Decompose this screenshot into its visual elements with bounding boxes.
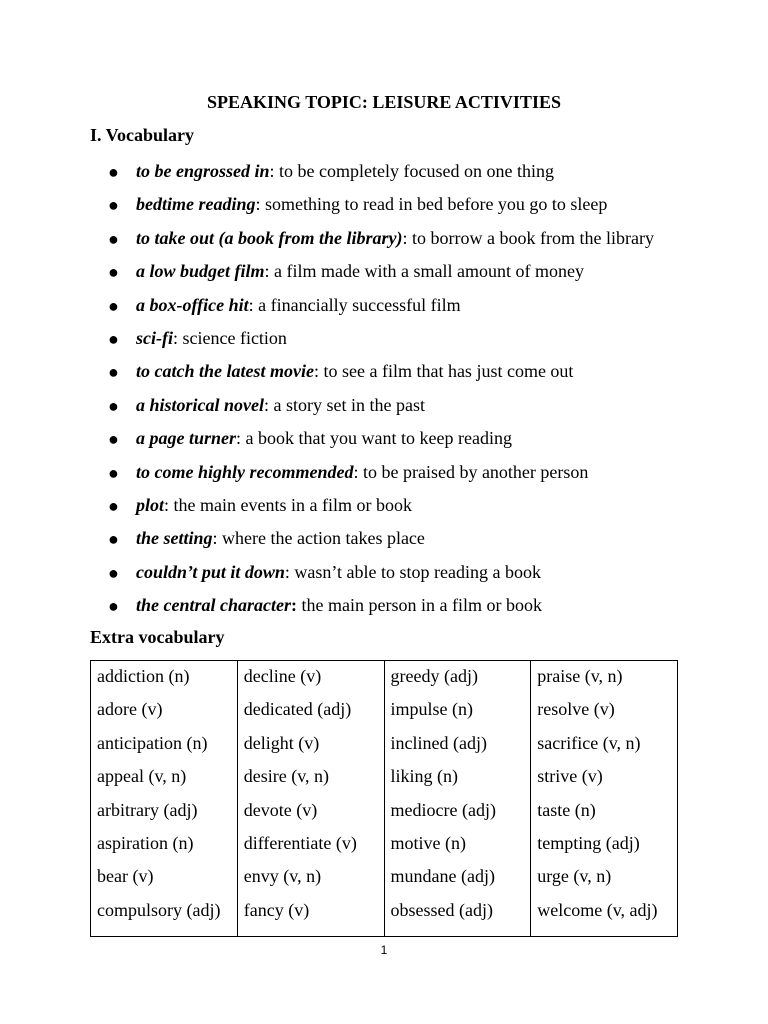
extra-vocabulary-table <box>90 660 678 937</box>
vocabulary-definition: : science fiction <box>172 327 287 348</box>
vocabulary-item <box>108 325 654 358</box>
vocabulary-item <box>108 492 654 525</box>
vocabulary-item <box>108 559 654 592</box>
section-heading-vocabulary: I. Vocabulary <box>90 125 195 145</box>
vocabulary-definition: : the main events in a film or book <box>164 494 412 515</box>
vocabulary-term: to take out (a book from the library) <box>136 227 403 248</box>
vocabulary-item <box>108 425 654 458</box>
vocabulary-definition: : to be completely focused on one thing <box>269 161 554 181</box>
vocabulary-definition: : wasn’t able to stop reading a book <box>284 561 541 582</box>
vocabulary-term: plot <box>136 494 165 515</box>
vocabulary-list <box>108 158 654 625</box>
vocabulary-term: to be engrossed in <box>136 161 270 181</box>
vocabulary-definition: : where the action takes place <box>212 528 425 549</box>
page-number: 1 <box>380 943 388 957</box>
table-cell: obsessed (adj) <box>390 899 493 920</box>
vocabulary-term: a historical novel <box>136 394 265 415</box>
vocabulary-term: a page turner <box>136 428 237 449</box>
vocabulary-definition: : to borrow a book from the library <box>402 227 654 248</box>
table-cell: inclined (adj) <box>390 732 487 753</box>
table-cell: fancy (v) <box>243 899 310 920</box>
table-cell: praise (v, n) <box>537 666 623 686</box>
table-cell: appeal (v, n) <box>97 766 187 787</box>
table-column-2 <box>237 661 384 937</box>
vocabulary-item <box>108 525 654 558</box>
table-cell: adore (v) <box>97 699 163 720</box>
vocabulary-term: a low budget film <box>136 261 265 282</box>
table-cell: delight (v) <box>243 732 320 753</box>
bullet-icon: ● <box>108 529 119 550</box>
table-cell: impulse (n) <box>390 699 473 720</box>
vocabulary-item <box>108 158 654 191</box>
table-cell: welcome (v, adj) <box>537 899 658 920</box>
vocabulary-item <box>108 592 654 625</box>
vocabulary-item <box>108 258 654 291</box>
bullet-icon: ● <box>108 429 119 450</box>
table-cell: liking (n) <box>390 766 458 787</box>
vocabulary-term: bedtime reading <box>136 194 256 215</box>
table-cell: bear (v) <box>97 866 154 887</box>
section-heading-extra-vocabulary: Extra vocabulary <box>90 627 225 647</box>
table-cell: resolve (v) <box>537 699 615 720</box>
bullet-icon: ● <box>108 195 119 216</box>
table-column-4 <box>531 661 678 937</box>
vocabulary-item <box>108 191 654 224</box>
table-column-3 <box>384 661 531 937</box>
vocabulary-definition: : a film made with a small amount of money <box>264 261 584 282</box>
bullet-icon: ● <box>108 462 119 483</box>
vocabulary-item <box>108 358 654 391</box>
bullet-icon: ● <box>108 495 119 516</box>
vocabulary-term: couldn’t put it down <box>136 561 285 582</box>
vocabulary-definition: the main person in a film or book <box>297 595 542 616</box>
table-cell: strive (v) <box>537 766 603 787</box>
bullet-icon: ● <box>108 362 119 383</box>
vocabulary-definition: : a financially successful film <box>248 294 461 315</box>
table-cell: dedicated (adj) <box>243 699 352 720</box>
vocabulary-term: to catch the latest movie <box>136 361 314 382</box>
table-cell: decline (v) <box>243 666 322 686</box>
table-cell: differentiate (v) <box>243 832 357 853</box>
table-cell: anticipation (n) <box>97 732 208 753</box>
table-cell: compulsory (adj) <box>97 899 221 920</box>
vocabulary-definition: : something to read in bed before you go to sleep <box>255 194 608 215</box>
table-cell: aspiration (n) <box>97 832 194 853</box>
table-column-1 <box>91 661 238 937</box>
bullet-icon: ● <box>108 162 119 182</box>
vocabulary-definition: : to be praised by another person <box>353 461 589 482</box>
table-cell: mediocre (adj) <box>390 799 496 820</box>
bullet-icon: ● <box>108 295 119 316</box>
vocabulary-item <box>108 459 654 492</box>
bullet-icon: ● <box>108 596 119 617</box>
table-cell: tempting (adj) <box>537 832 640 853</box>
table-cell: mundane (adj) <box>390 866 495 887</box>
bullet-icon: ● <box>108 562 119 583</box>
bullet-icon: ● <box>108 262 119 283</box>
vocabulary-term: the setting <box>136 528 213 549</box>
table-cell: taste (n) <box>537 799 596 820</box>
bullet-icon: ● <box>108 228 119 249</box>
bullet-icon: ● <box>108 328 119 349</box>
table-cell: devote (v) <box>243 799 318 820</box>
table-row <box>91 661 678 937</box>
vocabulary-term: sci-fi <box>136 327 173 348</box>
table-cell: sacrifice (v, n) <box>537 732 641 753</box>
table-cell: motive (n) <box>390 832 466 853</box>
vocabulary-definition: : a book that you want to keep reading <box>236 428 512 449</box>
table-cell: arbitrary (adj) <box>97 799 198 820</box>
vocabulary-definition: : to see a film that has just come out <box>313 361 574 382</box>
vocabulary-item <box>108 292 654 325</box>
page-title: SPEAKING TOPIC: LEISURE ACTIVITIES <box>207 92 561 112</box>
bullet-icon: ● <box>108 395 119 416</box>
vocabulary-item <box>108 225 654 258</box>
table-cell: addiction (n) <box>97 666 190 686</box>
vocabulary-item <box>108 392 654 425</box>
vocabulary-term: to come highly recommended <box>136 461 354 482</box>
vocabulary-term: the central character <box>136 595 291 616</box>
table-cell: envy (v, n) <box>243 866 322 887</box>
table-cell: urge (v, n) <box>537 866 612 887</box>
vocabulary-definition: : a story set in the past <box>264 394 425 415</box>
table-cell: greedy (adj) <box>390 666 478 686</box>
vocabulary-term-colon: : <box>291 595 297 616</box>
vocabulary-term: a box-office hit <box>136 294 249 315</box>
table-cell: desire (v, n) <box>243 766 330 787</box>
